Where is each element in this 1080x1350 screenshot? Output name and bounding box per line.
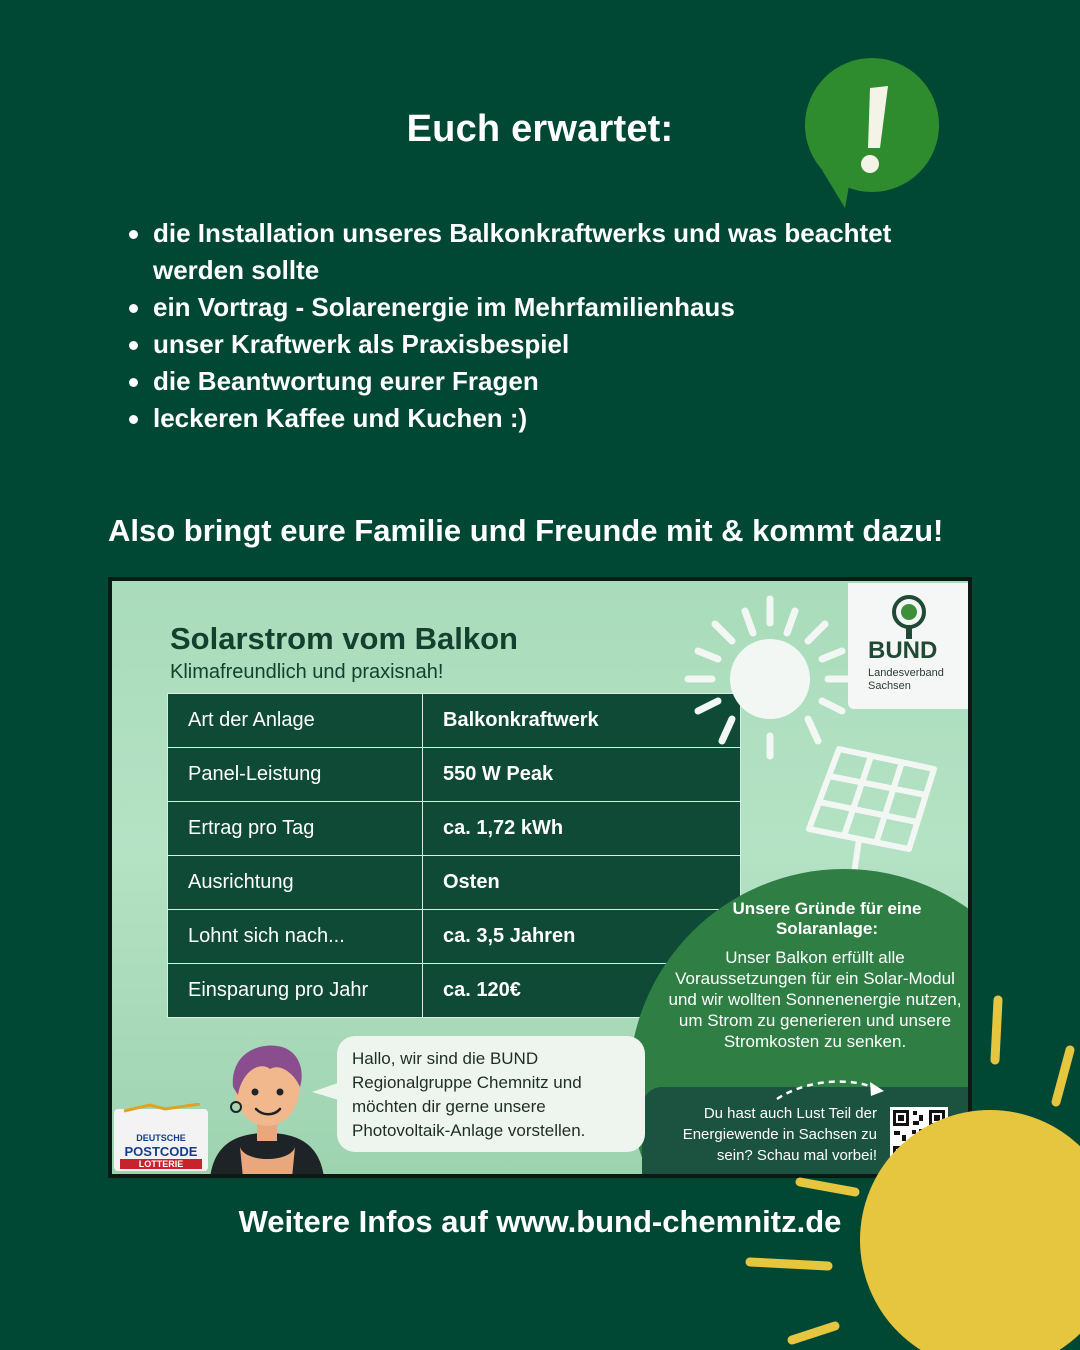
bund-logo [848, 583, 970, 709]
page-title: Euch erwartet: [406, 108, 674, 150]
lottery-line-2: POSTCODE [124, 1144, 198, 1159]
spec-label: Lohnt sich nach... [168, 910, 423, 964]
list-item: ein Vortrag - Solarenergie im Mehrfamilienhaus [125, 289, 975, 326]
footer-link-text: Weitere Infos auf www.bund-chemnitz.de [238, 1204, 842, 1239]
bund-wordmark: BUND [868, 637, 938, 664]
list-item: leckeren Kaffee und Kuchen :) [125, 400, 975, 437]
exclamation-bubble-icon [800, 52, 945, 212]
reasons-text: Unser Balkon erfüllt alle Voraussetzungen für ein Solar-Modul und wir wollten Sonnenenergie nutzen, um Strom zu generieren und unsere Stromkosten zu senken. [668, 948, 962, 1051]
spec-value: 550 W Peak [423, 748, 741, 802]
list-item: die Beantwortung eurer Fragen [125, 363, 975, 400]
lottery-line-3: LOTTERIE [120, 1159, 202, 1169]
spec-value: Balkonkraftwerk [423, 694, 741, 748]
spec-label: Art der Anlage [168, 694, 423, 748]
agenda-list [125, 215, 975, 437]
decorative-sun [740, 990, 1080, 1350]
table-row [168, 910, 741, 964]
spec-label: Ausrichtung [168, 856, 423, 910]
spec-value: ca. 3,5 Jahren [423, 910, 741, 964]
call-to-action: Also bringt eure Familie und Freunde mit & kommt dazu! [108, 513, 944, 548]
spec-label: Panel-Leistung [168, 748, 423, 802]
list-item: unser Kraftwerk als Praxisbespiel [125, 326, 975, 363]
spec-value: Osten [423, 856, 741, 910]
character-illustration [200, 1035, 335, 1178]
spec-table [167, 693, 741, 1018]
spec-label: Einsparung pro Jahr [168, 964, 423, 1018]
table-row [168, 694, 741, 748]
spec-value: ca. 1,72 kWh [423, 802, 741, 856]
sign-subtitle: Klimafreundlich und praxisnah! [170, 661, 444, 683]
spec-label: Ertrag pro Tag [168, 802, 423, 856]
reasons-title: Unsere Gründe für eine Solaranlage: [732, 899, 922, 938]
sun-icon [670, 591, 860, 761]
bund-emblem-icon [888, 595, 930, 639]
join-text: Du hast auch Lust Teil der Energiewende in Sachsen zu sein? Schau mal vorbei! [682, 1105, 877, 1164]
lottery-swoosh-icon [120, 1103, 204, 1113]
sign-title: Solarstrom vom Balkon [170, 621, 518, 656]
spec-value: ca. 120€ [423, 964, 741, 1018]
bund-subtitle: Landesverband Sachsen [868, 667, 944, 692]
table-row [168, 856, 741, 910]
lottery-line-1: DEUTSCHE [136, 1133, 186, 1143]
solar-panel-icon [784, 739, 964, 879]
table-row [168, 748, 741, 802]
table-row [168, 802, 741, 856]
speech-bubble-text: Hallo, wir sind die BUND Regionalgruppe Chemnitz und möchten dir gerne unsere Photovoltaik-Anlage vorstellen. [352, 1049, 586, 1140]
list-item: die Installation unseres Balkonkraftwerks und was beachtet werden sollte [125, 215, 975, 289]
